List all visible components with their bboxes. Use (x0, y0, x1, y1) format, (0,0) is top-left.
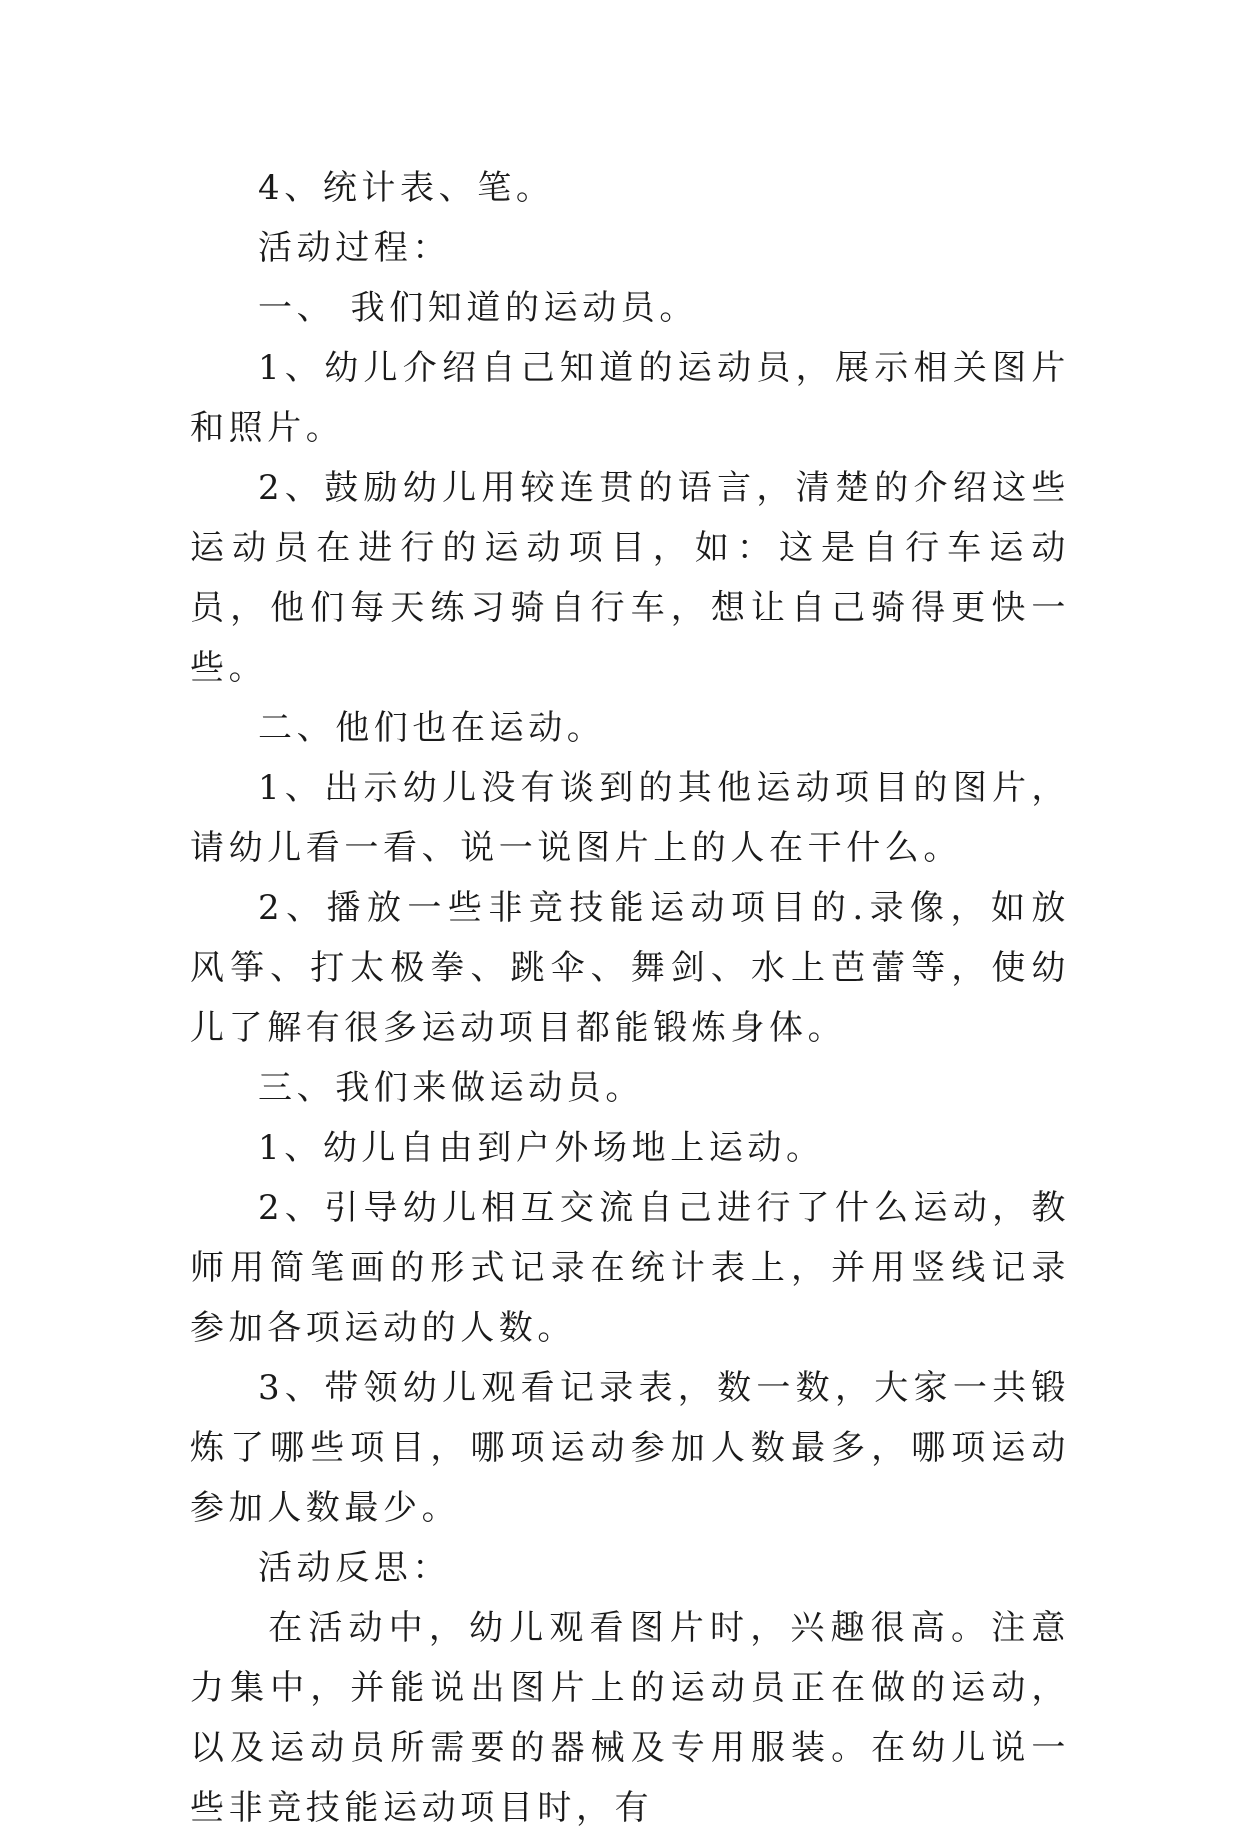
heading-activity-process: 活动过程： (258, 228, 451, 268)
section-heading-2: 二、他们也在运动。 (258, 708, 606, 748)
paragraph-step-3-2: 2、引导幼儿相互交流自己进行了什么运动，教师用简笔画的形式记录在统计表上，并用竖线记录参加各项运动的人数。 (190, 1188, 1070, 1348)
section-heading-3: 三、我们来做运动员。 (258, 1068, 644, 1108)
paragraph-step-3-3: 3、带领幼儿观看记录表，数一数，大家一共锻炼了哪些项目，哪项运动参加人数最多，哪项运动参加人数最少。 (190, 1368, 1070, 1528)
heading-activity-reflection: 活动反思： (258, 1548, 451, 1588)
paragraph-step-1-2: 2、鼓励幼儿用较连贯的语言，清楚的介绍这些运动员在进行的运动项目，如：这是自行车运动员，他们每天练习骑自行车，想让自己骑得更快一些。 (190, 468, 1070, 688)
paragraph-step-3-1: 1、幼儿自由到户外场地上运动。 (258, 1128, 825, 1168)
document-body (190, 158, 1070, 1838)
paragraph-step-2-2: 2、播放一些非竞技能运动项目的.录像，如放风筝、打太极拳、跳伞、舞剑、水上芭蕾等，使幼儿了解有很多运动项目都能锻炼身体。 (190, 888, 1070, 1048)
paragraph-materials-item-4: 4、统计表、笔。 (258, 168, 555, 208)
paragraph-reflection: 在活动中，幼儿观看图片时，兴趣很高。注意力集中，并能说出图片上的运动员正在做的运动，以及运动员所需要的器械及专用服装。在幼儿说一些非竞技能运动项目时，有 (190, 1608, 1070, 1828)
paragraph-step-1-1: 1、幼儿介绍自己知道的运动员，展示相关图片和照片。 (190, 348, 1070, 448)
paragraph-step-2-1: 1、出示幼儿没有谈到的其他运动项目的图片，请幼儿看一看、说一说图片上的人在干什么。 (190, 768, 1070, 868)
section-heading-1: 一、 我们知道的运动员。 (258, 288, 699, 328)
